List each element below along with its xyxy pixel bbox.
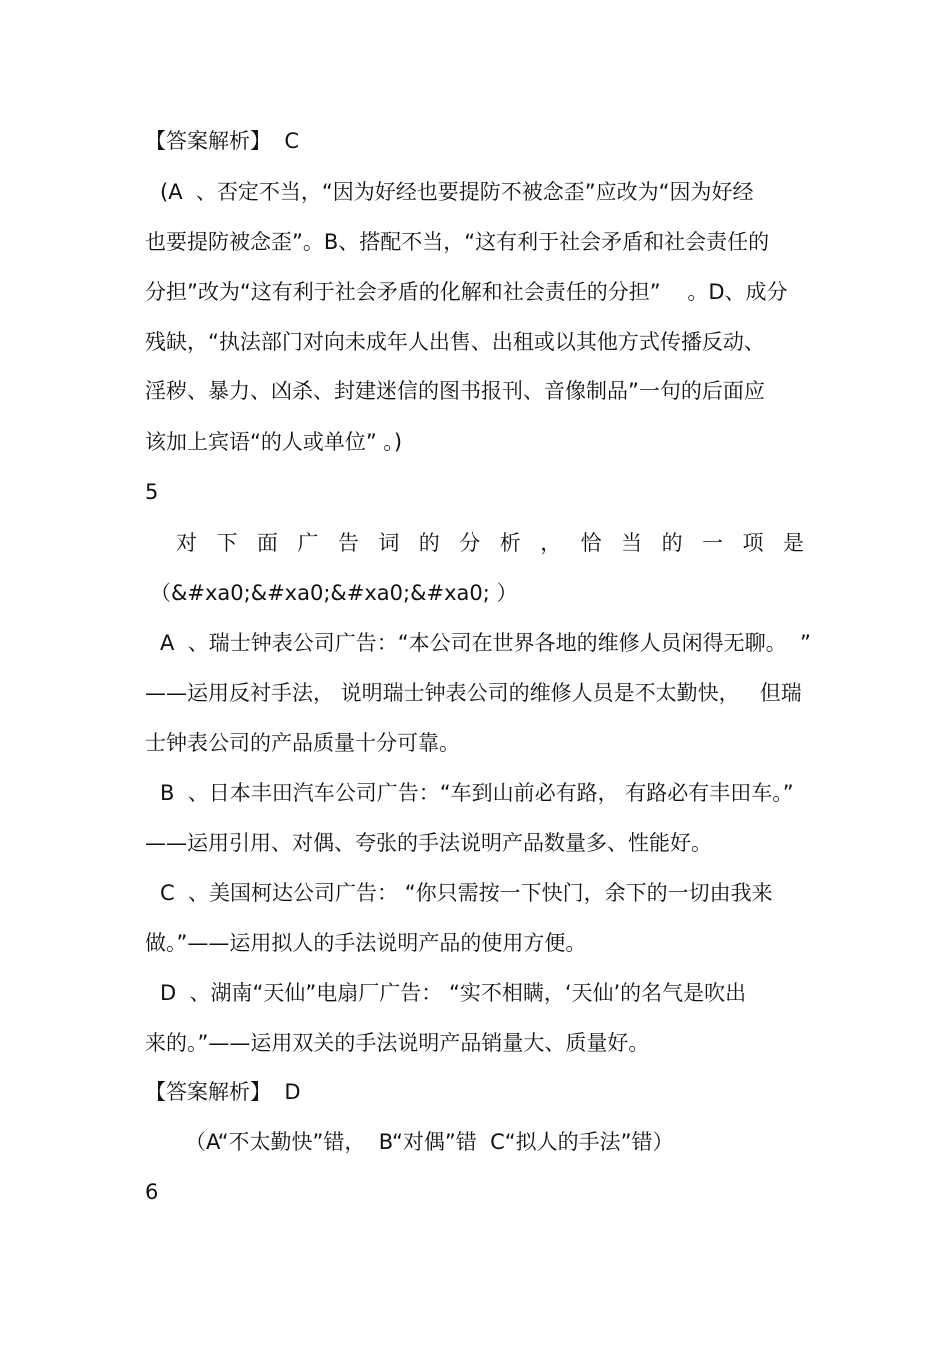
- explanation-line: （A“不太勤快”错， B“对偶”错 C“拟人的手法”错）: [185, 1130, 674, 1154]
- option-c-line: C 、美国柯达公司广告： “你只需按一下快门，余下的一切由我来: [160, 881, 773, 905]
- option-a-line: A 、瑞士钟表公司广告：“本公司在世界各地的维修人员闲得无聊。 ”: [160, 631, 811, 655]
- explanation-line: 残缺，“执法部门对向未成年人出售、出租或以其他方式传播反动、: [145, 330, 765, 354]
- option-a-line: 士钟表公司的产品质量十分可靠。: [145, 731, 460, 755]
- explanation-line: (A 、否定不当，“因为好经也要提防不被念歪”应改为“因为好经: [160, 180, 754, 204]
- answer-header: 【答案解析】 D: [145, 1080, 301, 1104]
- option-b-line: B 、日本丰田汽车公司广告：“车到山前必有路， 有路必有丰田车。”: [160, 781, 794, 805]
- question-stem-blank: （&#xa0;&#xa0;&#xa0;&#xa0; ）: [150, 581, 518, 605]
- question-stem: 对下面广告词的分析，恰当的一项是: [176, 531, 804, 555]
- answer-header: 【答案解析】 C: [145, 129, 300, 153]
- explanation-line: 淫秽、暴力、凶杀、封建迷信的图书报刊、音像制品”一句的后面应: [145, 379, 765, 403]
- explanation-line: 也要提防被念歪”。B、搭配不当，“这有利于社会矛盾和社会责任的: [145, 230, 770, 254]
- question-number: 5: [145, 480, 159, 504]
- option-d-line: 来的。”——运用双关的手法说明产品销量大、质量好。: [145, 1031, 650, 1055]
- option-d-line: D 、湖南“天仙”电扇厂广告： “实不相瞒，‘天仙’的名气是吹出: [160, 981, 747, 1005]
- explanation-line: 分担”改为“这有利于社会矛盾的化解和社会责任的分担” 。D、成分: [145, 280, 788, 304]
- explanation-line: 该加上宾语“的人或单位” 。): [145, 430, 403, 454]
- option-c-line: 做。”——运用拟人的手法说明产品的使用方便。: [145, 931, 587, 955]
- option-b-line: ——运用引用、对偶、夸张的手法说明产品数量多、性能好。: [145, 831, 712, 855]
- option-a-line: ——运用反衬手法， 说明瑞士钟表公司的维修人员是不太勤快， 但瑞: [145, 681, 802, 705]
- question-number: 6: [145, 1180, 159, 1204]
